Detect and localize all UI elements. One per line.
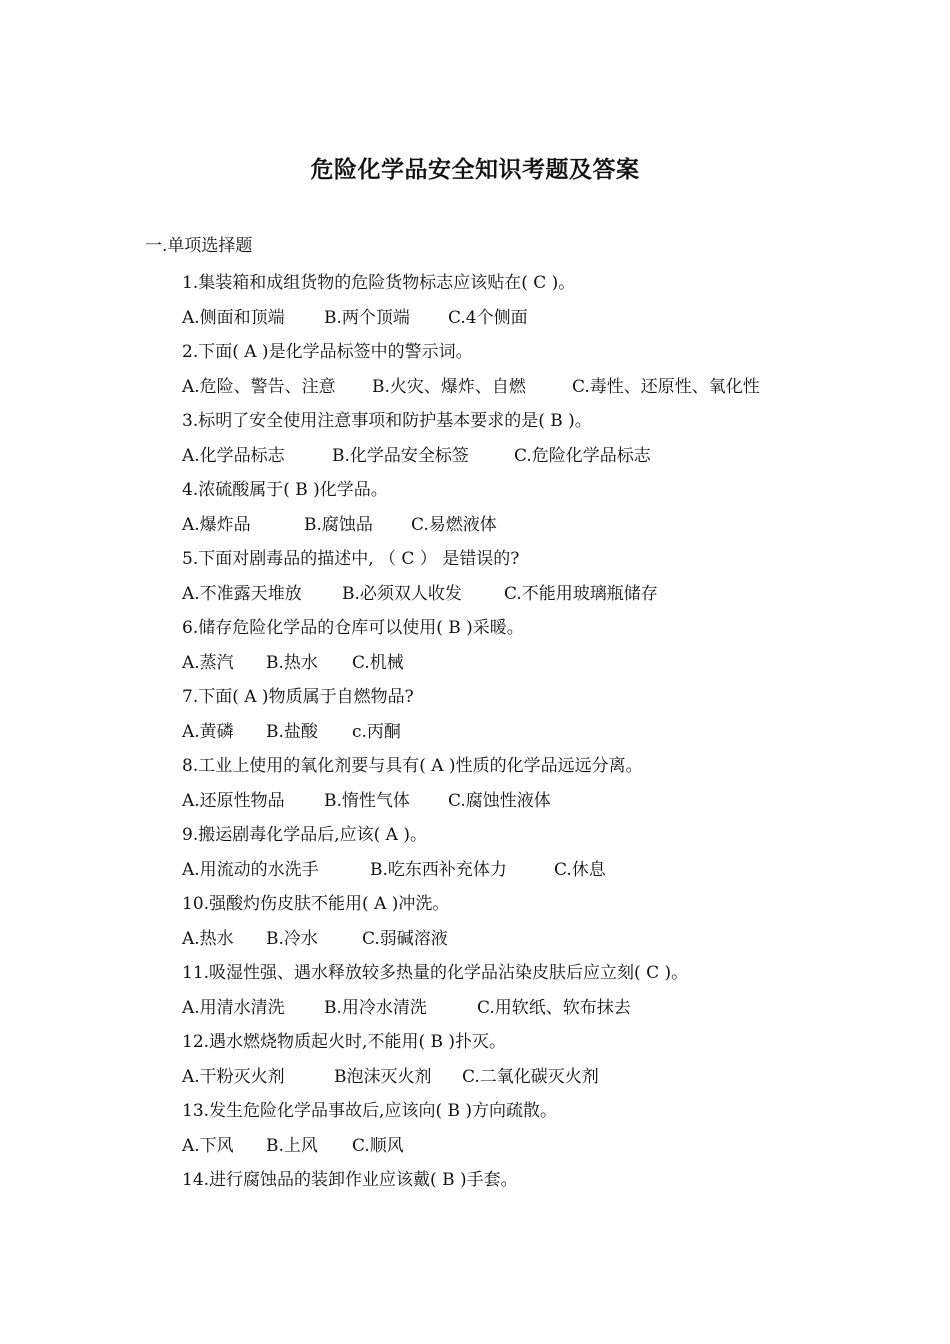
answer-option: B.冷水 [266,928,318,949]
question-item [182,611,882,680]
question-stem: 1.集装箱和成组货物的危险货物标志应该贴在( C )。 [182,273,576,293]
question-item [182,404,882,473]
question-stem: 10.强酸灼伤皮肤不能用( A )冲洗。 [182,894,450,914]
question-stem: 5.下面对剧毒品的描述中, （ C ） 是错误的? [182,549,520,569]
answer-option: A.爆炸品 [182,514,251,535]
answer-option: B.热水 [266,652,318,673]
question-options [182,646,882,681]
answer-option: A.侧面和顶端 [182,307,285,328]
answer-option: B.惰性气体 [324,790,410,811]
question-stem: 7.下面( A )物质属于自燃物品? [182,687,414,707]
answer-option: B.腐蚀品 [304,514,373,535]
answer-option: B.用冷水清洗 [324,997,427,1018]
question-options [182,301,882,336]
question-options [182,1060,882,1095]
answer-option: B.两个顶端 [324,307,410,328]
question-item [182,887,882,956]
question-options [182,715,882,750]
answer-option: A.下风 [182,1135,234,1156]
answer-option: B.化学品安全标签 [332,445,469,466]
question-item [182,956,882,1025]
answer-option: A.黄磷 [182,721,234,742]
answer-option: B.必须双人收发 [342,583,462,604]
question-item [182,749,882,818]
question-options [182,370,882,405]
answer-option: A.用清水清洗 [182,997,285,1018]
answer-option: A.化学品标志 [182,445,285,466]
answer-option: B泡沫灭火剂 [334,1066,432,1087]
answer-option: C.危险化学品标志 [514,445,651,466]
question-item [182,542,882,611]
question-options [182,1129,882,1164]
question-stem: 8.工业上使用的氧化剂要与具有( A )性质的化学品远远分离。 [182,756,643,776]
answer-option: A.干粉灭火剂 [182,1066,285,1087]
answer-option: A.热水 [182,928,234,949]
answer-option: B.上风 [266,1135,318,1156]
question-options [182,922,882,957]
answer-option: C.二氧化碳灭火剂 [462,1066,599,1087]
answer-option: B.吃东西补充体力 [370,859,507,880]
answer-option: A.还原性物品 [182,790,285,811]
answer-option: c.丙酮 [352,721,401,742]
answer-option: C.顺风 [352,1135,404,1156]
answer-option: A.危险、警告、注意 [182,376,336,397]
question-item [182,266,882,335]
question-item [182,473,882,542]
question-stem: 14.进行腐蚀品的装卸作业应该戴( B )手套。 [182,1170,518,1190]
question-item [182,1094,882,1163]
question-item [182,818,882,887]
answer-option: A.用流动的水洗手 [182,859,319,880]
question-options [182,439,882,474]
question-stem: 9.搬运剧毒化学品后,应该( A )。 [182,825,427,845]
question-options [182,577,882,612]
question-list [182,266,882,1198]
question-item [182,680,882,749]
question-stem: 11.吸湿性强、遇水释放较多热量的化学品沾染皮肤后应立刻( C )。 [182,963,689,983]
question-stem: 4.浓硫酸属于( B )化学品。 [182,480,388,500]
answer-option: C.休息 [554,859,606,880]
question-stem: 3.标明了安全使用注意事项和防护基本要求的是( B )。 [182,411,592,431]
question-options [182,853,882,888]
question-item [182,1163,882,1198]
answer-option: C.机械 [352,652,404,673]
section-heading: 一.单项选择题 [145,236,253,256]
answer-option: C.易燃液体 [411,514,497,535]
question-stem: 2.下面( A )是化学品标签中的警示词。 [182,342,473,362]
question-options [182,784,882,819]
answer-option: A.蒸汽 [182,652,234,673]
question-item [182,335,882,404]
question-item [182,1025,882,1094]
answer-option: C.腐蚀性液体 [448,790,551,811]
document-title: 危险化学品安全知识考题及答案 [310,157,640,183]
answer-option: C.弱碱溶液 [362,928,448,949]
question-options [182,991,882,1026]
answer-option: C.4个侧面 [448,307,528,328]
question-options [182,508,882,543]
question-stem: 13.发生危险化学品事故后,应该向( B )方向疏散。 [182,1101,558,1121]
answer-option: B.火灾、爆炸、自燃 [372,376,526,397]
question-stem: 12.遇水燃烧物质起火时,不能用( B )扑灭。 [182,1032,507,1052]
answer-option: A.不准露天堆放 [182,583,302,604]
answer-option: C.不能用玻璃瓶储存 [504,583,658,604]
question-stem: 6.储存危险化学品的仓库可以使用( B )采暖。 [182,618,524,638]
answer-option: B.盐酸 [266,721,318,742]
answer-option: C.毒性、还原性、氧化性 [572,376,760,397]
answer-option: C.用软纸、软布抹去 [477,997,631,1018]
